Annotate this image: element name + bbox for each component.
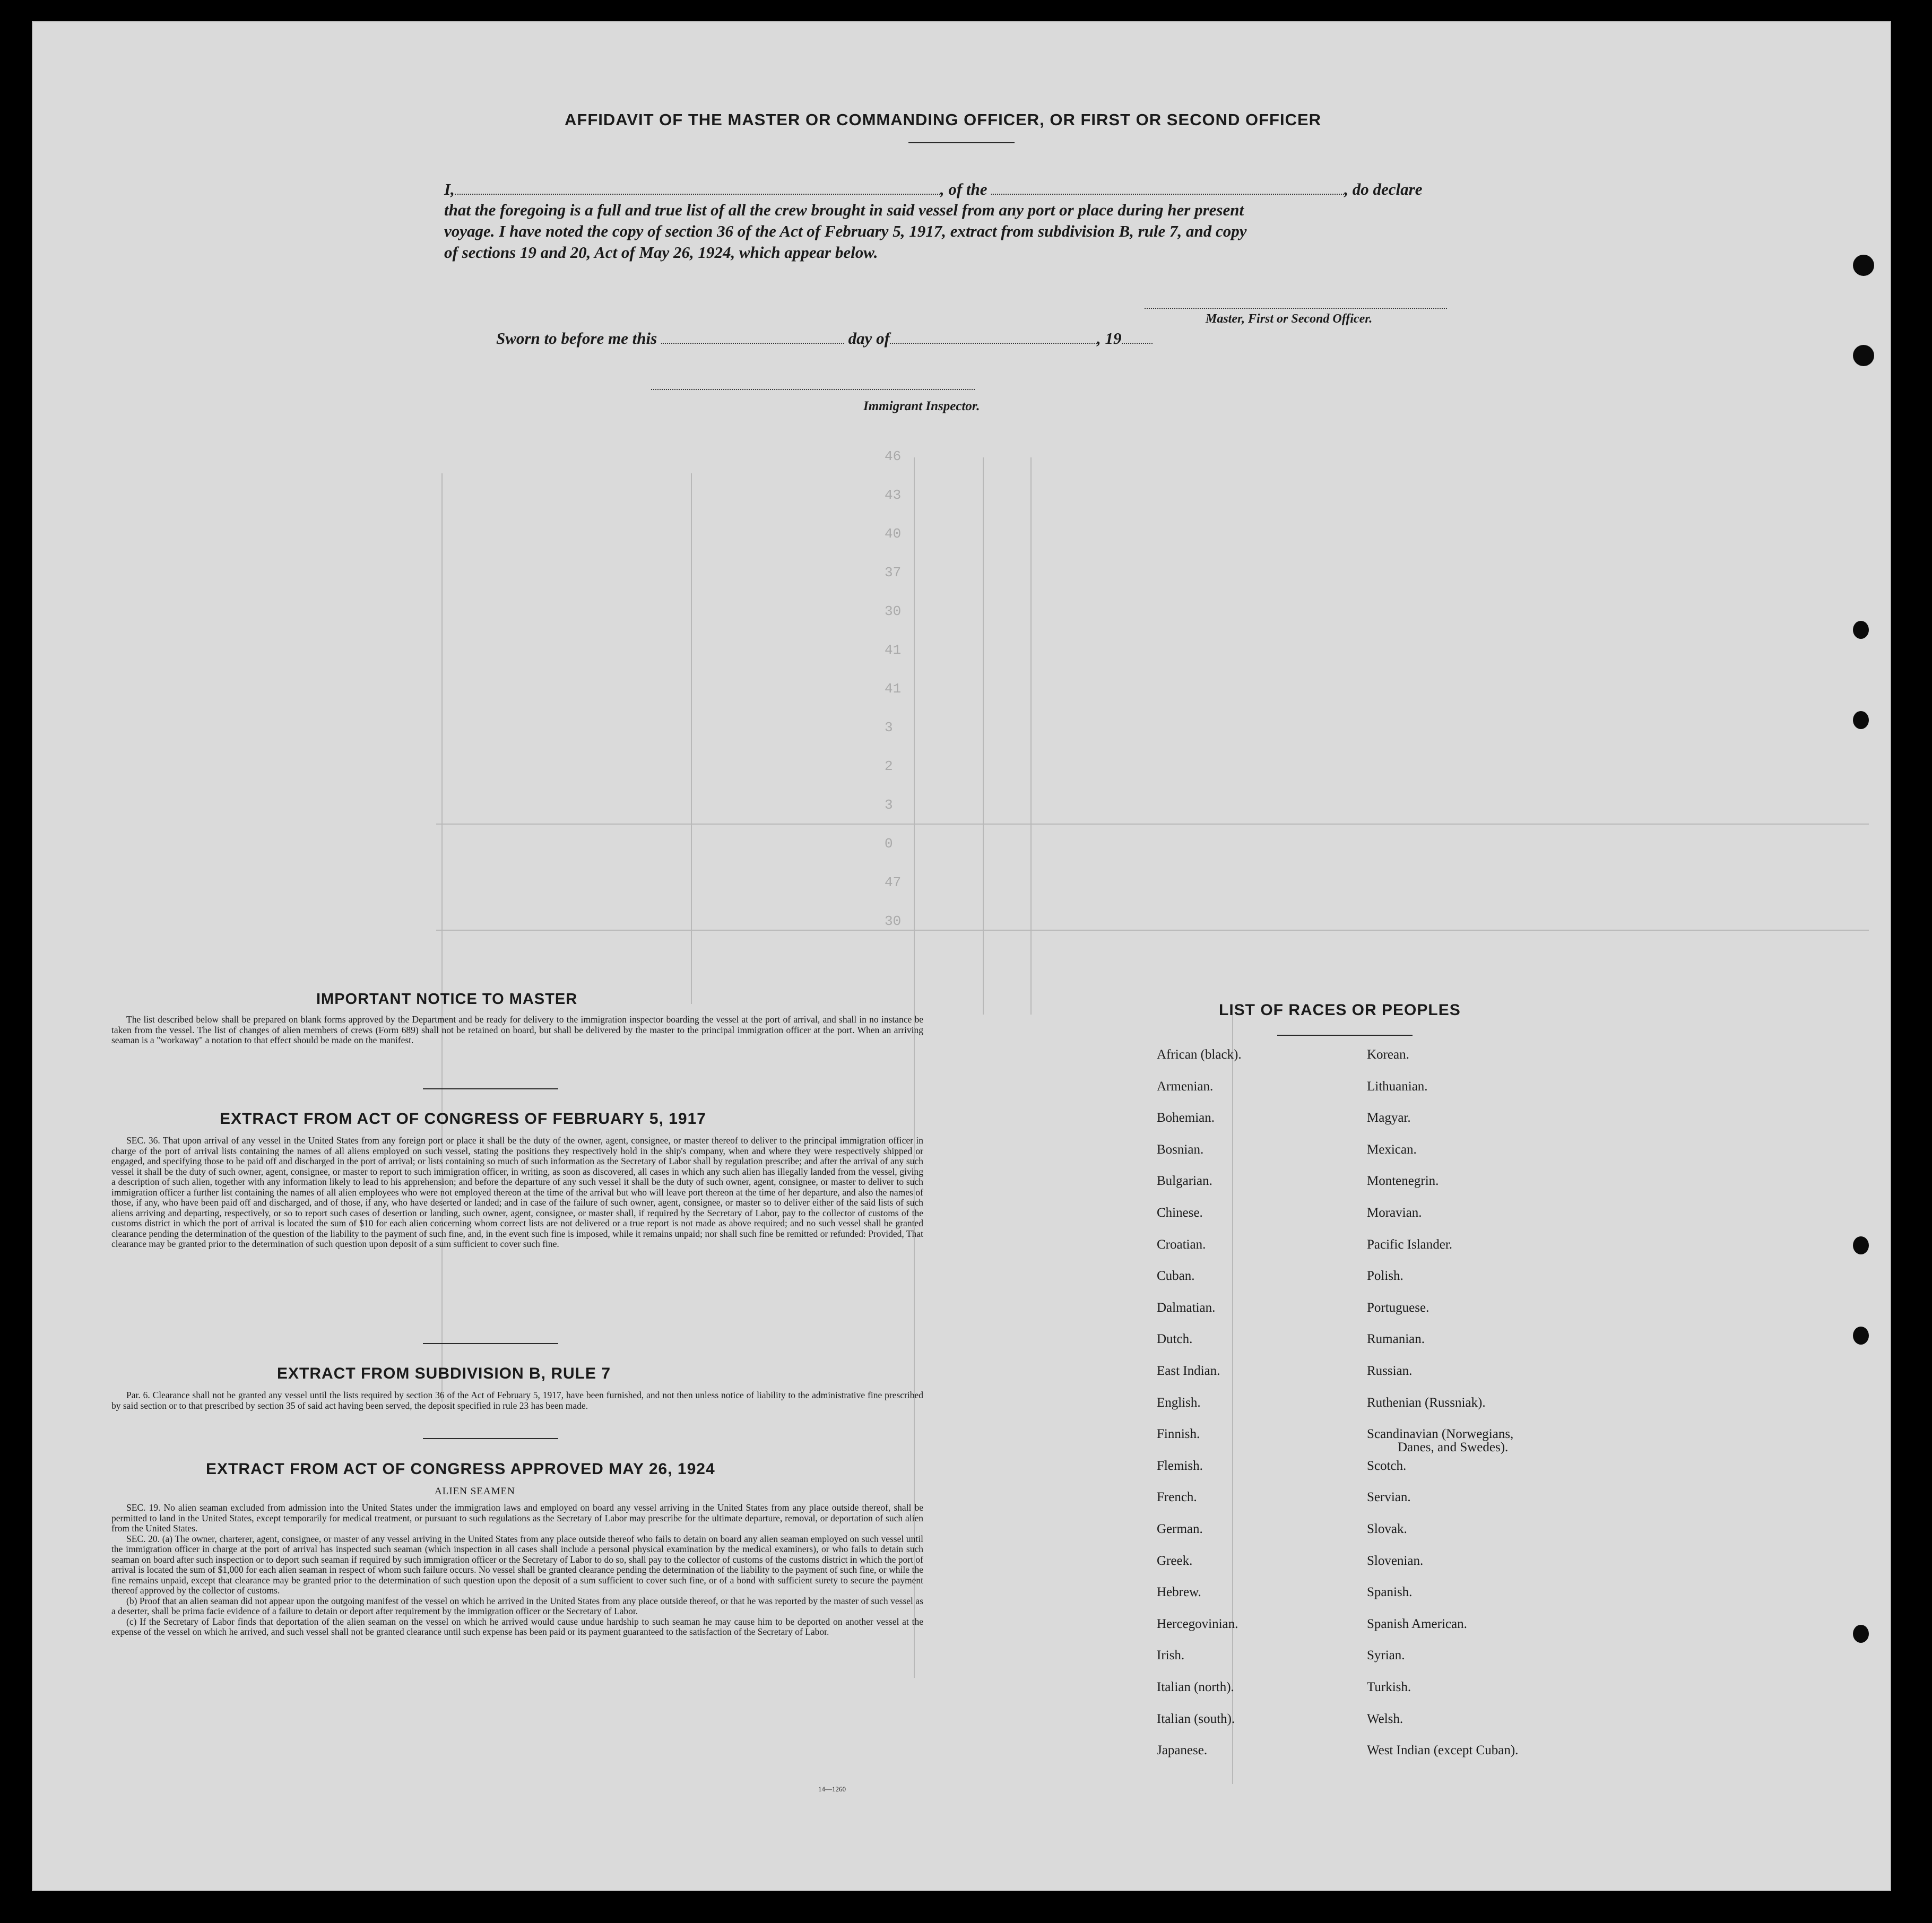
extract-rule7-rule: [423, 1438, 558, 1439]
race-item: Spanish American.: [1367, 1616, 1467, 1631]
affidavit-line-4: of sections 19 and 20, Act of May 26, 1924, which appear below.: [444, 243, 878, 262]
punch-hole: [1853, 345, 1874, 366]
race-item: Italian (south).: [1157, 1711, 1235, 1726]
race-item: Mexican.: [1367, 1142, 1417, 1157]
sec-36-paragraph: SEC. 36. That upon arrival of any vessel in the United States from any foreign port or place it shall be the duty of the owner, agent, consignee, or master thereof to deliver to the principal immigration officer in charge of the port of arrival lists containing the names of all aliens employed on such vessel, stating the positions they respectively hold in the ship's company, when and where they were respectively shipped or engaged, and specifying those to be paid off and discharged in the port of arrival; or lists containing so much of such information as the Secretary of Labor shall by regulation prescribe; and after the arrival of any such vessel it shall be the duty of such owner, agent, consignee, or master to report to such immigration officer, in writing, as soon as discovered, all cases in which any such alien has illegally landed from the vessel, giving a description of such alien, together with any information likely to lead to his apprehension; and before the departure of any such vessel it shall be the duty of such owner, agent, consignee, or master to deliver to such immigration officer a further list containing the names of all alien employees who were not employed thereon at the time of the arrival but who will leave port thereon at the time of her departure, and also the names of those, if any, who have been paid off and discharged, and of those, if any, who have deserted or landed; and in case of the failure of such owner, agent, consignee, or master so to deliver either of the said lists of such aliens arriving and departing, respectively, or so to report such cases of desertion or landing, such owner, agent, consignee, or master shall, if required by the Secretary of Labor, pay to the collector of customs of the customs district in which the port of arrival is located the sum of $10 for each alien concerning whom correct lists are not delivered or a true report is not made as above required; and no such vessel shall be granted clearance pending the determination of the question of the liability to the payment of such fine, and, in the event such fine is imposed, while it remains unpaid; nor shall such fine be remitted or refunded: Provided, That clearance may be granted prior to the determination of such question upon deposit of a sum sufficient to cover such fine.: [111, 1135, 923, 1249]
notice-rule: [423, 1088, 558, 1089]
punch-hole: [1853, 621, 1869, 639]
sworn-line: [496, 329, 1153, 348]
race-item: Cuban.: [1157, 1269, 1195, 1284]
race-item: Bosnian.: [1157, 1142, 1204, 1157]
race-item: Scotch.: [1367, 1458, 1407, 1473]
race-item: Pacific Islander.: [1367, 1237, 1453, 1252]
races-title: LIST OF RACES OR PEOPLES: [1219, 1001, 1461, 1019]
extract-1917-rule: [423, 1343, 558, 1344]
extract-1917-text: [111, 1136, 923, 1250]
vessel-label: , of the: [940, 180, 987, 198]
bleed-through-column: [983, 457, 984, 1015]
affidavit-title-rule: [908, 142, 1015, 143]
punch-hole: [1853, 711, 1869, 729]
vessel-name-blank[interactable]: [991, 194, 1344, 195]
punch-hole: [1853, 1236, 1869, 1254]
punch-hole: [1853, 1327, 1869, 1345]
bleed-through-column: [914, 457, 915, 1678]
punch-hole: [1853, 255, 1874, 276]
race-item: Greek.: [1157, 1553, 1193, 1568]
race-item: Bulgarian.: [1157, 1174, 1212, 1189]
race-item: Croatian.: [1157, 1237, 1206, 1252]
affiant-name-blank[interactable]: [455, 194, 940, 195]
document-page: [32, 21, 1891, 1891]
master-signature-label: Master, First or Second Officer.: [1206, 312, 1373, 326]
race-item: Spanish.: [1367, 1585, 1413, 1600]
race-item: Danes, and Swedes).: [1398, 1440, 1509, 1455]
race-item: Armenian.: [1157, 1079, 1214, 1094]
race-item: Moravian.: [1367, 1206, 1422, 1220]
extract-rule7-text: [111, 1390, 923, 1411]
inspector-signature-line[interactable]: [651, 389, 975, 390]
bleed-through-column: [1232, 1015, 1233, 1784]
notice-paragraph: The list described below shall be prepared on blank forms approved by the Department and be ready for delivery to the immigration inspector boarding the vessel at the port of arrival, and shall in no instance be taken from the vessel. The list of changes of alien members of crews (Form 689) shall not be retained on board, but shall be delivered by the master to the principal immigration officer at the port. When an arriving seaman is a "workaway" a notation to that effect should be made on the manifest.: [111, 1014, 923, 1045]
extract-1924-title: EXTRACT FROM ACT OF CONGRESS APPROVED MAY 26, 1924: [206, 1460, 715, 1478]
bleed-through-column: [691, 473, 692, 1004]
race-item: Hebrew.: [1157, 1585, 1201, 1600]
race-item: Hercegovinian.: [1157, 1616, 1238, 1631]
race-item: Scandinavian (Norwegians,: [1367, 1427, 1514, 1442]
extract-1924-text: [111, 1503, 923, 1638]
form-number: 14—1260: [818, 1785, 846, 1793]
bleed-through-column: [441, 473, 443, 1402]
sec-20a-paragraph: SEC. 20. (a) The owner, charterer, agent, consignee, or master of any vessel arriving in the United States from any place outside thereof who fails to detain on board any alien seaman employed on such vessel until the immigration officer in charge at the port of arrival has inspected such seaman (which inspection in all cases shall include a personal physical examination by the medical examiners), or who fails to detain such seaman on board after such inspection or to deport such seaman if required by such immigration officer or the Secretary of Labor to do so, shall pay to the collector of customs of the customs district in which the port of arrival is located the sum of $1,000 for each alien seaman in respect of whom such failure occurs. No vessel shall be granted clearance pending the determination of the liability to the payment of such fine, or while the fine remains unpaid, except that clearance may be granted prior to the determination of such question upon the deposit of a sum sufficient to cover such fine, or of a bond with sufficient surety to secure the payment thereof approved by the collector of customs.: [111, 1533, 923, 1596]
race-item: Dalmatian.: [1157, 1300, 1216, 1315]
affidavit-line-3: voyage. I have noted the copy of section 36 of the Act of February 5, 1917, extract from subdivision B, rule 7, and copy: [444, 222, 1247, 240]
year-label: , 19: [1097, 329, 1122, 348]
affidavit-title: AFFIDAVIT OF THE MASTER OR COMMANDING OFFICER, OR FIRST OR SECOND OFFICER: [565, 110, 1322, 129]
race-item: Russian.: [1367, 1364, 1413, 1378]
race-item: Lithuanian.: [1367, 1079, 1428, 1094]
sworn-label: Sworn to before me this: [496, 329, 657, 348]
extract-rule7-title: EXTRACT FROM SUBDIVISION B, RULE 7: [277, 1365, 611, 1382]
race-item: African (black).: [1157, 1047, 1242, 1062]
races-rule: [1277, 1035, 1413, 1036]
race-item: East Indian.: [1157, 1364, 1220, 1378]
race-item: Bohemian.: [1157, 1111, 1215, 1125]
punch-hole: [1853, 1625, 1869, 1643]
bleed-through-rule: [436, 824, 1869, 825]
race-item: Montenegrin.: [1367, 1174, 1439, 1189]
race-item: English.: [1157, 1395, 1201, 1410]
race-item: French.: [1157, 1490, 1197, 1505]
race-item: Syrian.: [1367, 1648, 1405, 1663]
race-item: German.: [1157, 1522, 1203, 1536]
day-of-label: day of: [848, 329, 890, 348]
alien-seamen-subtitle: ALIEN SEAMEN: [435, 1486, 515, 1497]
race-item: Italian (north).: [1157, 1680, 1234, 1694]
race-item: Slovak.: [1367, 1522, 1407, 1536]
bleed-through-rule: [436, 930, 1869, 931]
race-item: Irish.: [1157, 1648, 1185, 1663]
sworn-year-blank[interactable]: [1122, 343, 1153, 344]
race-item: Rumanian.: [1367, 1332, 1425, 1347]
bleed-through-entries: 46 43 40 37 30 41 41 3 2 3 0 47 30: [885, 448, 902, 929]
sworn-month-blank[interactable]: [890, 343, 1097, 344]
race-item: Korean.: [1367, 1047, 1409, 1062]
race-item: Slovenian.: [1367, 1553, 1424, 1568]
affidavit-line-1: [444, 180, 1422, 199]
inspector-signature-label: Immigrant Inspector.: [863, 399, 980, 413]
race-item: Welsh.: [1367, 1711, 1403, 1726]
race-item: Flemish.: [1157, 1458, 1203, 1473]
race-item: Chinese.: [1157, 1206, 1203, 1220]
notice-text: [111, 1015, 923, 1046]
sec-20b-paragraph: (b) Proof that an alien seaman did not appear upon the outgoing manifest of the vessel on which he arrived in the United States from any place outside thereof, or that he was reported by the master of such vessel as a deserter, shall be prima facie evidence of a failure to detain or deport after requirement by the immigration officer or the Secretary of Labor.: [111, 1595, 923, 1616]
race-item: Finnish.: [1157, 1427, 1200, 1442]
race-item: Ruthenian (Russniak).: [1367, 1395, 1486, 1410]
extract-1917-title: EXTRACT FROM ACT OF CONGRESS OF FEBRUARY 5, 1917: [220, 1110, 706, 1128]
bleed-through-column: [1030, 457, 1032, 1015]
race-item: Polish.: [1367, 1269, 1403, 1284]
race-item: Magyar.: [1367, 1111, 1411, 1125]
notice-title: IMPORTANT NOTICE TO MASTER: [316, 991, 578, 1008]
affiant-label: I,: [444, 180, 455, 198]
affidavit-line-2: that the foregoing is a full and true list of all the crew brought in said vessel from any port or place during her present: [444, 201, 1244, 219]
sec-20c-paragraph: (c) If the Secretary of Labor finds that deportation of the alien seaman on the vessel on which he arrived would cause undue hardship to such seaman he may cause him to be deported on another vessel at the expense of the vessel on which he arrived, and such vessel shall not be granted clearance until such expense has been paid or its payment guaranteed to the satisfaction of the Secretary of Labor.: [111, 1616, 923, 1637]
race-item: Servian.: [1367, 1490, 1411, 1505]
race-item: Dutch.: [1157, 1332, 1193, 1347]
race-item: Portuguese.: [1367, 1300, 1429, 1315]
race-item: Japanese.: [1157, 1743, 1208, 1758]
race-item: West Indian (except Cuban).: [1367, 1743, 1519, 1758]
declare-label: , do declare: [1344, 180, 1423, 198]
sworn-day-blank[interactable]: [661, 343, 844, 344]
par-6-paragraph: Par. 6. Clearance shall not be granted any vessel until the lists required by section 36 of the Act of February 5, 1917, have been furnished, and not then unless notice of liability to the administrative fine prescribed by said section or to that prescribed by section 35 of said act having been served, the deposit specified in rule 23 has been made.: [111, 1390, 923, 1411]
master-signature-line[interactable]: [1145, 308, 1447, 309]
race-item: Turkish.: [1367, 1680, 1411, 1694]
sec-19-paragraph: SEC. 19. No alien seaman excluded from admission into the United States under the immigration laws and employed on board any vessel arriving in the United States from any place outside thereof, shall be permitted to land in the United States, except temporarily for medical treatment, or pursuant to such regulations as the Secretary of Labor may prescribe for the ultimate departure, removal, or deportation of such alien from the United States.: [111, 1502, 923, 1534]
